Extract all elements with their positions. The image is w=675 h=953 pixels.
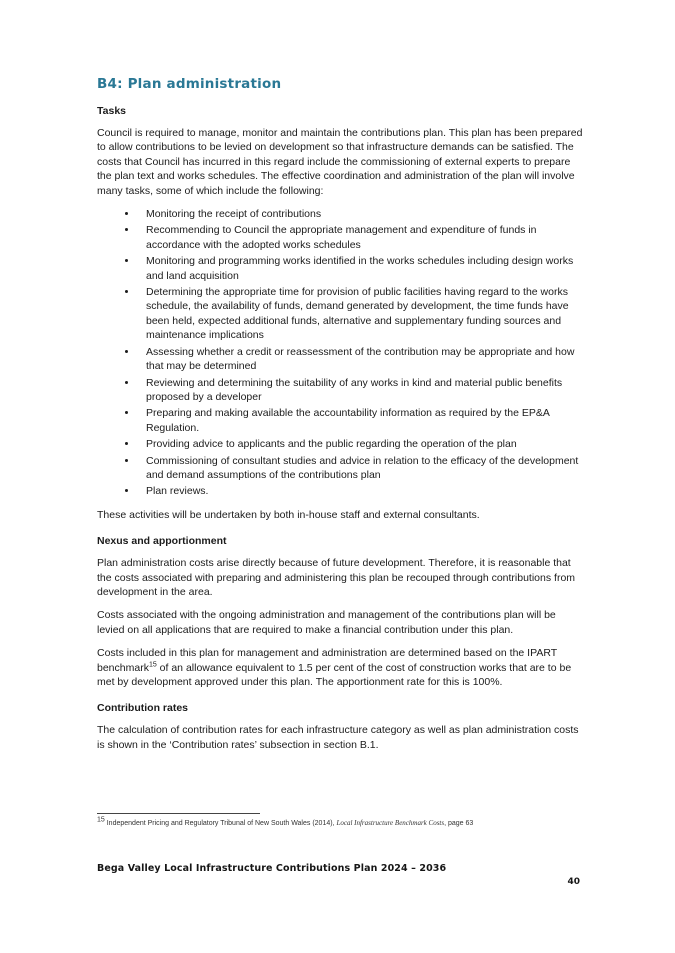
- footer-document-title: Bega Valley Local Infrastructure Contributions Plan 2024 – 2036: [97, 863, 447, 874]
- footnote-reference: 15: [148, 661, 157, 669]
- tasks-closing-paragraph: These activities will be undertaken by both in-house staff and external consultants.: [97, 508, 480, 521]
- nexus-paragraph-1: Plan administration costs arise directly because of future development. Therefore, it is reasonable that the costs associated with preparing and administering this plan be recouped through contributions from development in the area.: [97, 557, 576, 598]
- list-item: • Providing advice to applicants and the public regarding the operation of the plan: [138, 437, 583, 451]
- list-item: • Reviewing and determining the suitability of any works in kind and material public benefits proposed by a developer: [138, 376, 583, 405]
- footnote-block: [97, 813, 583, 828]
- list-item: • Plan reviews.: [138, 484, 583, 498]
- footnote-marker: 15: [97, 816, 105, 824]
- tasks-subheading: Tasks: [97, 105, 126, 117]
- list-item: • Commissioning of consultant studies and advice in relation to the efficacy of the development and demand assumptions of the contributions plan: [138, 454, 583, 483]
- list-item: • Monitoring and programming works identified in the works schedules including design works and land acquisition: [138, 254, 583, 283]
- page-number: 40: [567, 877, 580, 887]
- rates-subheading: Contribution rates: [97, 702, 188, 715]
- footnote-text-after: , page 63: [444, 820, 474, 827]
- footnote-text: [97, 816, 583, 828]
- page-footer: [97, 863, 583, 887]
- nexus-paragraph-3: [97, 646, 583, 689]
- tasks-intro-paragraph: Council is required to manage, monitor and maintain the contributions plan. This plan has been prepared to allow contributions to be levied on development so that infrastructure demands can be satisfied. The costs that Council has incurred in this regard include the commissioning of external experts to prepare the plan text and works schedules. The effective coordination and administration of the plan will involve many tasks, some of which include the following:: [97, 127, 583, 197]
- ipart-text-after: of an allowance equivalent to 1.5 per cent of the cost of construction works that are to be met by development approved under this plan. The apportionment rate for this is 100%.: [97, 661, 572, 688]
- section-heading: B4: Plan administration: [97, 76, 282, 92]
- list-item: • Determining the appropriate time for provision of public facilities having regard to the works schedule, the availability of funds, demand generated by development, the time funds have been held, expected additional funds, alternative and supplementary funding sources and maintenance implications: [138, 285, 583, 343]
- page-content: [97, 76, 583, 761]
- footnote-italic-title: Local Infrastructure Benchmark Costs: [336, 819, 445, 827]
- nexus-paragraph-2: Costs associated with the ongoing administration and management of the contributions plan will be levied on all applications that are required to make a financial contribution under this plan.: [97, 609, 556, 636]
- footnote-separator-rule: [97, 813, 260, 814]
- ipart-text-before: Costs included in this plan for management and administration are determined based on the IPART benchmark: [97, 647, 557, 674]
- list-item: • Monitoring the receipt of contributions: [138, 207, 583, 221]
- nexus-subheading: Nexus and apportionment: [97, 535, 227, 548]
- rates-paragraph: The calculation of contribution rates for each infrastructure category as well as plan administration costs is shown in the ‘Contribution rates’ subsection in section B.1.: [97, 724, 579, 751]
- footnote-text-before: Independent Pricing and Regulatory Tribunal of New South Wales (2014),: [104, 820, 337, 827]
- list-item: • Preparing and making available the accountability information as required by the EP&A Regulation.: [138, 406, 583, 435]
- list-item: • Recommending to Council the appropriate management and expenditure of funds in accordance with the adopted works schedules: [138, 223, 583, 252]
- list-item: • Assessing whether a credit or reassessment of the contribution may be appropriate and how that may be determined: [138, 345, 583, 374]
- tasks-bullet-list: [97, 207, 583, 499]
